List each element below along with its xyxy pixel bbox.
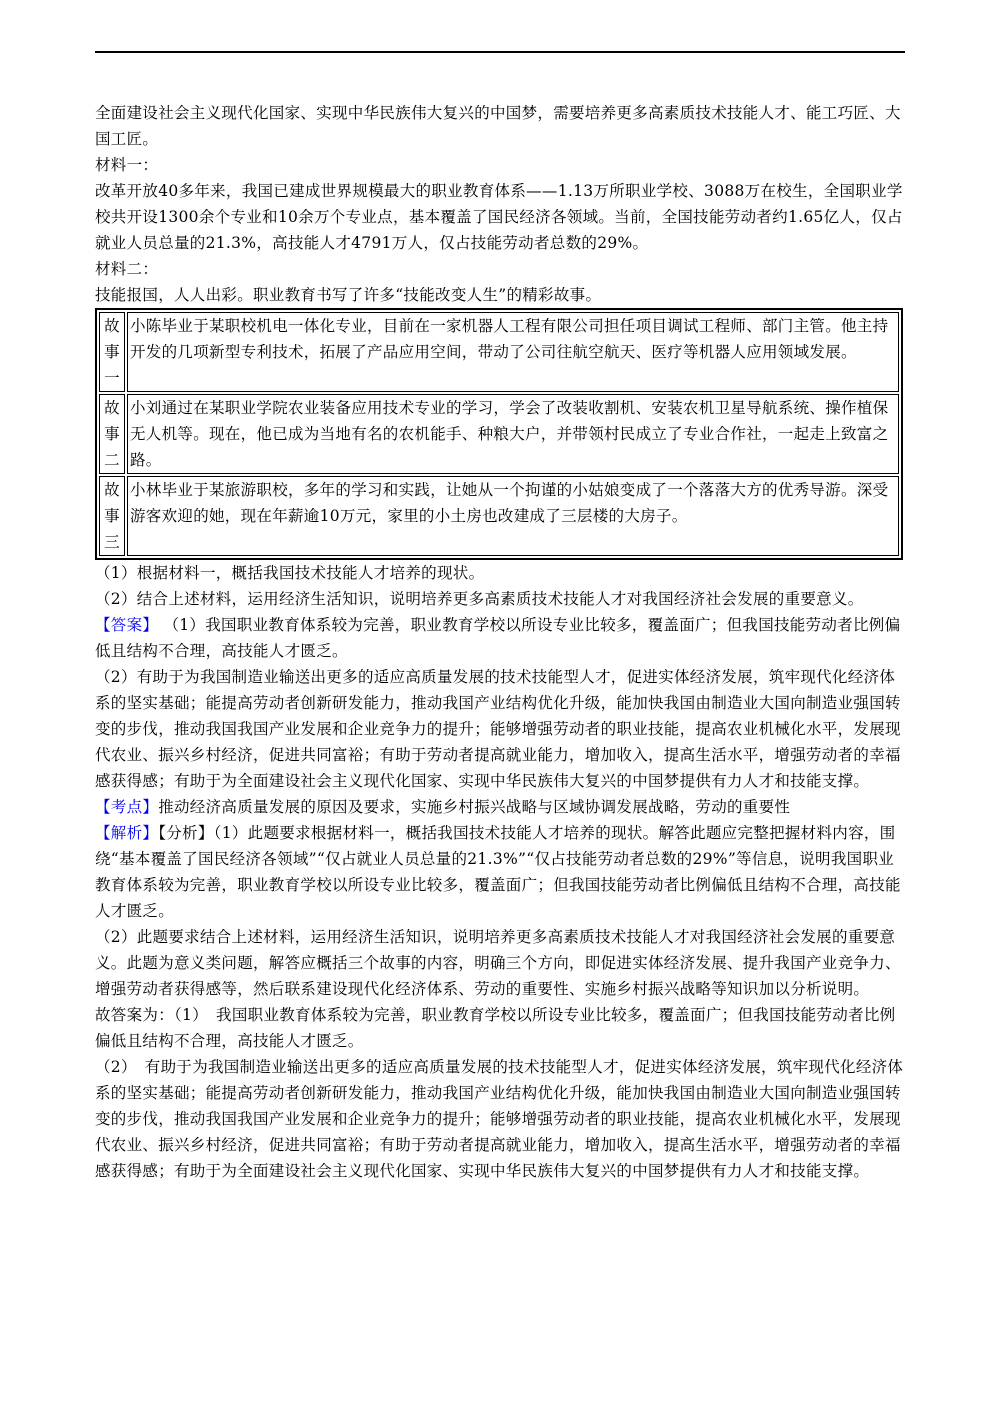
question-2: （2）结合上述材料，运用经济生活知识，说明培养更多高素质技术技能人才对我国经济社会发展的重要意义。 [95,590,864,608]
material2-text: 技能报国，人人出彩。职业教育书写了许多“技能改变人生”的精彩故事。 [95,286,602,304]
stories-table [95,308,903,560]
material1-title: 材料一： [95,156,159,174]
document-body [95,100,905,1184]
kaodian-tag: 【考点】 [95,798,159,816]
analysis-text-1: （1）此题要求根据材料一，概括我国技术技能人才培养的现状。解答此题应完整把握材料内容，围绕“基本覆盖了国民经济各领域”“仅占就业人员总量的21.3%”“仅占技能劳动者总数的29%”等信息，说明我国职业教育体系较为完善，职业教育学校以所设专业比较多，覆盖面广；但我国技能劳动者比例偏低且结构不合理，高技能人才匮乏。 [95,824,901,920]
kaodian-line [95,794,905,820]
analysis-tag: 【解析】 [95,824,159,842]
analysis-p4: （2） 有助于为我国制造业输送出更多的适应高质量发展的技术技能型人才，促进实体经济发展，筑牢现代化经济体系的坚实基础；能提高劳动者创新研发能力，推动我国产业结构优化升级，能加快我国由制造业大国向制造业强国转变的步伐，推动我国我国产业发展和企业竞争力的提升；能够增强劳动者的职业技能，提高农业机械化水平，发展现代农业、振兴乡村经济，促进共同富裕；有助于劳动者提高就业能力，增加收入，提高生活水平，增强劳动者的幸福感获得感；有助于为全面建设社会主义现代化国家、实现中华民族伟大复兴的中国梦提供有力人才和技能支撑。 [95,1058,904,1180]
answer-tag: 【答案】 [95,616,159,634]
analysis-sub-tag: 【分析】 [158,824,214,842]
intro-paragraph: 全面建设社会主义现代化国家、实现中华民族伟大复兴的中国梦，需要培养更多高素质技术技能人才、能工巧匠、大国工匠。 [95,104,901,148]
story-row [99,394,899,474]
story-text: 小林毕业于某旅游职校，多年的学习和实践，让她从一个拘谨的小姑娘变成了一个落落大方的优秀导游。深受游客欢迎的她，现在年薪逾10万元，家里的小土房也改建成了三层楼的大房子。 [127,476,899,556]
story-label: 故事三 [99,476,125,556]
story-label: 故事一 [99,312,125,392]
story-text: 小陈毕业于某职校机电一体化专业，目前在一家机器人工程有限公司担任项目调试工程师、部门主管。他主持开发的几项新型专利技术，拓展了产品应用空间，带动了公司往航空航天、医疗等机器人应用领域发展。 [127,312,899,392]
story-row [99,476,899,556]
answer-part2: （2）有助于为我国制造业输送出更多的适应高质量发展的技术技能型人才，促进实体经济发展，筑牢现代化经济体系的坚实基础；能提高劳动者创新研发能力，推动我国产业结构优化升级，能加快我国由制造业大国向制造业强国转变的步伐，推动我国我国产业发展和企业竞争力的提升；能够增强劳动者的职业技能，提高农业机械化水平，发展现代农业、振兴乡村经济，促进共同富裕；有助于劳动者提高就业能力，增加收入，提高生活水平，增强劳动者的幸福感获得感；有助于为全面建设社会主义现代化国家、实现中华民族伟大复兴的中国梦提供有力人才和技能支撑。 [95,668,901,790]
story-text: 小刘通过在某职业学院农业装备应用技术专业的学习，学会了改装收割机、安装农机卫星导航系统、操作植保无人机等。现在，他已成为当地有名的农机能手、种粮大户，并带领村民成立了专业合作社，一起走上致富之路。 [127,394,899,474]
answer-part1 [95,612,905,664]
material1-text: 改革开放40多年来，我国已建成世界规模最大的职业教育体系——1.13万所职业学校、3088万在校生，全国职业学校共开设1300余个专业和10余万个专业点，基本覆盖了国民经济各领域。当前，全国技能劳动者约1.65亿人，仅占就业人员总量的21.3%，高技能人才4791万人，仅占技能劳动者总数的29%。 [95,182,903,252]
question-1: （1）根据材料一，概括我国技术技能人才培养的现状。 [95,564,485,582]
story-row [99,312,899,392]
story-label: 故事二 [99,394,125,474]
answer-text-1: （1）我国职业教育体系较为完善，职业教育学校以所设专业比较多，覆盖面广；但我国技能劳动者比例偏低且结构不合理，高技能人才匮乏。 [95,616,901,660]
analysis-p3: 故答案为：（1） 我国职业教育体系较为完善，职业教育学校以所设专业比较多，覆盖面广；但我国技能劳动者比例偏低且结构不合理，高技能人才匮乏。 [95,1006,896,1050]
analysis-p2: （2）此题要求结合上述材料，运用经济生活知识，说明培养更多高素质技术技能人才对我国经济社会发展的重要意义。此题为意义类问题，解答应概括三个故事的内容，明确三个方向，即促进实体经济发展、提升我国产业竞争力、增强劳动者获得感等，然后联系建设现代化经济体系、劳动的重要性、实施乡村振兴战略等知识加以分析说明。 [95,928,901,998]
kaodian-text: 推动经济高质量发展的原因及要求，实施乡村振兴战略与区域协调发展战略，劳动的重要性 [158,798,791,816]
material2-title: 材料二： [95,260,159,278]
header-rule [95,51,905,53]
analysis-p1 [95,820,905,924]
